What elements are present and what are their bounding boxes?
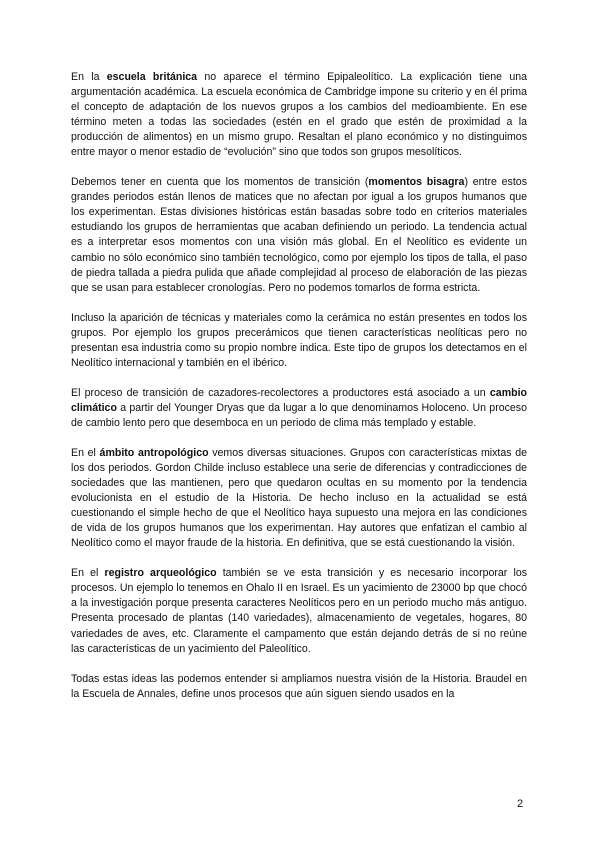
document-body (71, 70, 527, 717)
bold-term-registro-arqueologico: registro arqueológico (104, 567, 217, 580)
paragraph-escuela-britanica (71, 70, 527, 160)
paragraph-text: también se ve esta transición y es necesario incorporar los procesos. Un ejemplo lo tenemos en Ohalo II en Israel. Es un yacimiento de 23000 bp que chocó a la investigación porque presenta caracteres Neolíticos pero en un periodo mucho más antiguo. Presenta procesado de plantas (140 variedades), almacenamiento de vegetales, hogares, 80 variedades de aves, etc. Claramente el campamento que están dejando detrás de si no reúne las características de un yacimiento del Paleolítico. (71, 567, 528, 655)
paragraph-text: no aparece el término Epipaleolítico. La explicación tiene una argumentación académica. La escuela económica de Cambridge impone su criterio y en él prima el concepto de adaptación de los nuevos grupos a los cambios del medioambiente. En ese término meten a todas las sociedades (estén en el grado que estén de proximidad a la producción de alimentos) en un mismo grupo. Resaltan el plano económico y no distinguimos entre mayor o menor estadio de “evolución” sino que todos son grupos mesolíticos. (71, 71, 527, 159)
paragraph-momentos-bisagra (71, 175, 527, 295)
page-number: 2 (517, 798, 524, 810)
paragraph-text: El proceso de transición de cazadores-recolectores a productores está asociado a un (71, 386, 490, 399)
paragraph-text: Incluso la aparición de técnicas y materiales como la cerámica no están presentes en todos los grupos. Por ejemplo los grupos precerámicos que tienen características neolíticas pero no presentan esa industria como su propio nombre indica. Este tipo de grupos los detectamos en el Neolítico internacional y también en el ibérico. (71, 311, 527, 369)
paragraph-text: En el (71, 446, 100, 459)
bold-term-escuela-britanica: escuela británica (106, 71, 198, 83)
bold-term-cambio-climatico: cambio climático (71, 386, 527, 414)
paragraph-registro-arqueologico (71, 566, 527, 656)
paragraph-text: vemos diversas situaciones. Grupos con características mixtas de los dos periodos. Gordon Childe incluso establece una serie de diferencias y contradicciones de sociedades que las mantienen, pero que quedaron ocultas en su momento por la tendencia evolucionista en el estudio de la Historia. De hecho incluso en la actualidad se está cuestionando el simple hecho de que el Neolítico haya supuesto una mejora en las condiciones de vida de los grupos humanos que los experimentan. Hay autores que enfatizan el cambio al Neolítico como el mayor fraude de la historia. En definitiva, que se está cuestionando la visión. (71, 446, 527, 550)
paragraph-ambito-antropologico (71, 446, 527, 551)
paragraph-text: En la (71, 71, 107, 83)
paragraph-text: Debemos tener en cuenta que los momentos de transición ( (71, 176, 369, 189)
paragraph-text: ) entre estos grandes periodos están llenos de matices que no afectan por igual a los grupos humanos que los experimentan. Estas divisiones históricas están basadas sobre todo en criterios materiales estudiando los grupos de herramientas que acaban definiendo un periodo. La tendencia actual es a interpretar esos momentos con una visión más global. En el Neolítico es evidente un cambio no sólo económico sino también tecnológico, como por ejemplo los tipos de talla, el paso de piedra tallada a piedra pulida que añade complejidad al proceso de elaboración de las piezas que se usan para establecer cronologías. Pero no podemos tomarlos de forma estricta. (71, 176, 527, 294)
paragraph-text: En el (71, 567, 105, 580)
paragraph-text: Todas estas ideas las podemos entender si ampliamos nuestra visión de la Historia. Braudel en la Escuela de Annales, define unos procesos que aún siguen siendo usados en la (71, 672, 527, 700)
paragraph-text: a partir del Younger Dryas que da lugar a lo que denominamos Holoceno. Un proceso de cambio lento pero que desemboca en un periodo de clima más templado y estable. (71, 401, 527, 429)
paragraph-ceramica (71, 311, 527, 371)
bold-term-ambito-antropologico: ámbito antropológico (99, 446, 209, 459)
bold-term-momentos-bisagra: momentos bisagra (368, 176, 465, 189)
paragraph-braudel (71, 672, 527, 702)
paragraph-cambio-climatico (71, 386, 527, 431)
